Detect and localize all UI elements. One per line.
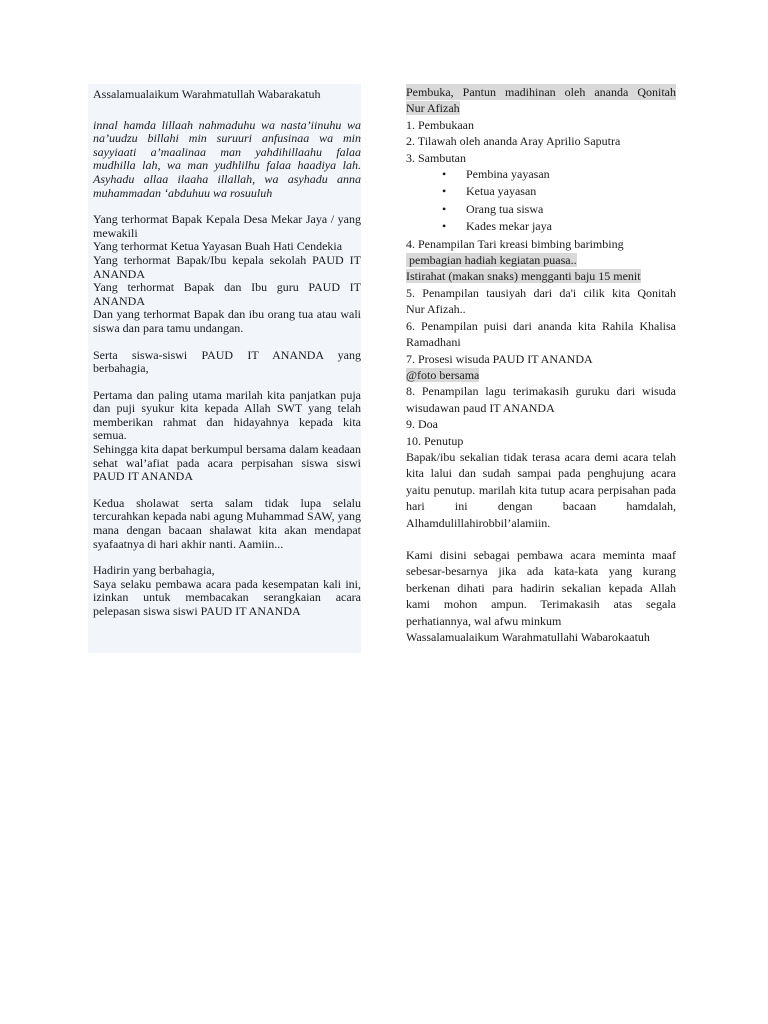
hadiah-note: pembagian hadiah kegiatan puasa..: [406, 253, 577, 268]
thanks-paragraph: Pertama dan paling utama marilah kita panjatkan puja dan puji syukur kita kepada Allah SWT yang telah memberikan rahmat dan hidayahnya kepada kita semua.: [93, 387, 361, 443]
agenda-item: 4. Penampilan Tari kreasi bimbing barimbing: [406, 236, 624, 251]
list-item: • Pembina yayasan: [466, 166, 676, 183]
agenda-item: 1. Pembukaan: [406, 117, 474, 132]
opening-paragraph: Saya selaku pembawa acara pada kesempatan kali ini, izinkan untuk membacakan serangkaian acara pelepasan siswa siswi PAUD IT ANANDA: [93, 576, 361, 618]
agenda-item-cont: Nur Afizah..: [406, 302, 466, 317]
photo-note: @foto bersama: [406, 367, 480, 382]
right-column: [406, 84, 676, 645]
agenda-item: 2. Tilawah oleh ananda Aray Aprilio Saputra: [406, 134, 621, 149]
honorific-line: Dan yang terhormat Bapak dan ibu orang tua atau wali siswa dan para tamu undangan.: [93, 307, 361, 335]
honorific-line: Yang terhormat Bapak Kepala Desa Mekar Jaya / yang mewakili: [93, 212, 361, 240]
left-column: [88, 84, 361, 653]
apology-paragraph: Kami disini sebagai pembawa acara meminta maaf sebesar-besarnya jika ada kata-kata yang kurang berkenan dihati para hadirin sekalian kepada Allah kami mohon ampun. Terimakasih atas segala perhatiannya, wal afwu minkum: [406, 547, 676, 628]
opener-line: Nur Afizah: [406, 101, 460, 116]
closing-paragraph: Bapak/ibu sekalian tidak terasa acara demi acara telah kita lalui dan sudah sampai pada penghujung acara yaitu penutup. marilah kita tutup acara perpisahan pada hari ini dengan bacaan hamdalah, Alhamdulillahirobbil’alamiin.: [406, 449, 676, 530]
honorific-line: Yang terhormat Ketua Yayasan Buah Hati Cendekia: [93, 239, 343, 254]
agenda-item: 8. Penampilan lagu terimakasih guruku dari wisuda: [406, 384, 676, 399]
gathering-paragraph: Sehingga kita dapat berkumpul bersama dalam keadaan sehat wal’afiat pada acara perpisahan siswa siswi PAUD IT ANANDA: [93, 442, 361, 484]
agenda-item: 9. Doa: [406, 417, 438, 432]
list-item: • Ketua yayasan: [466, 183, 676, 200]
list-item: • Kades mekar jaya: [466, 218, 676, 235]
agenda-item: 6. Penampilan puisi dari ananda kita Rahila Khalisa: [406, 318, 676, 333]
list-item: • Orang tua siswa: [466, 201, 676, 218]
agenda-item: 5. Penampilan tausiyah dari da'i cilik kita Qonitah: [406, 285, 676, 300]
greeting: Assalamualaikum Warahmatullah Wabarakatuh: [93, 87, 321, 101]
audience-greeting: Hadirin yang berbahagia,: [93, 563, 215, 578]
opener-line: Pembuka, Pantun madihinan oleh ananda Qonitah: [406, 85, 676, 99]
agenda-item: 7. Prosesi wisuda PAUD IT ANANDA: [406, 351, 593, 366]
honorific-line: Yang terhormat Bapak dan Ibu guru PAUD IT ANANDA: [93, 280, 361, 308]
agenda-item-cont: wisudawan paud IT ANANDA: [406, 400, 555, 415]
farewell-line: Wassalamualaikum Warahmatullahi Wabarokaatuh: [406, 630, 650, 644]
sholawat-paragraph: Kedua sholawat serta salam tidak lupa selalu tercurahkan kepada nabi agung Muhammad SAW, yang mana dengan bacaan shalawat kita akan mendapat syafaatnya di hari akhir nanti. Aamiin...: [93, 495, 361, 551]
agenda-item: 3. Sambutan: [406, 150, 466, 165]
honorific-line: Yang terhormat Bapak/Ibu kepala sekolah PAUD IT ANANDA: [93, 252, 361, 281]
agenda-item: 10. Penutup: [406, 433, 464, 448]
arabic-opening-prayer: innal hamda lillaah nahmaduhu wa nasta’iinuhu wa na’uudzu billahi min suruuri anfusinaa wa min sayyiaati a’maalinaa man yahdihillaahu falaa mudhilla lah, wa man yudhlilhu falaa haadiya lah. Asyhadu allaa ilaaha illallah, wa asyhadu anna muhammadan ‘abduhuu wa rosuuluh: [93, 117, 361, 200]
break-note: Istirahat (makan snaks) mengganti baju 15 menit: [406, 269, 641, 284]
students-greeting: Serta siswa-siswi PAUD IT ANANDA yang berbahagia,: [93, 347, 361, 376]
sambutan-list: [406, 166, 676, 236]
agenda-item-cont: Ramadhani: [406, 335, 461, 350]
